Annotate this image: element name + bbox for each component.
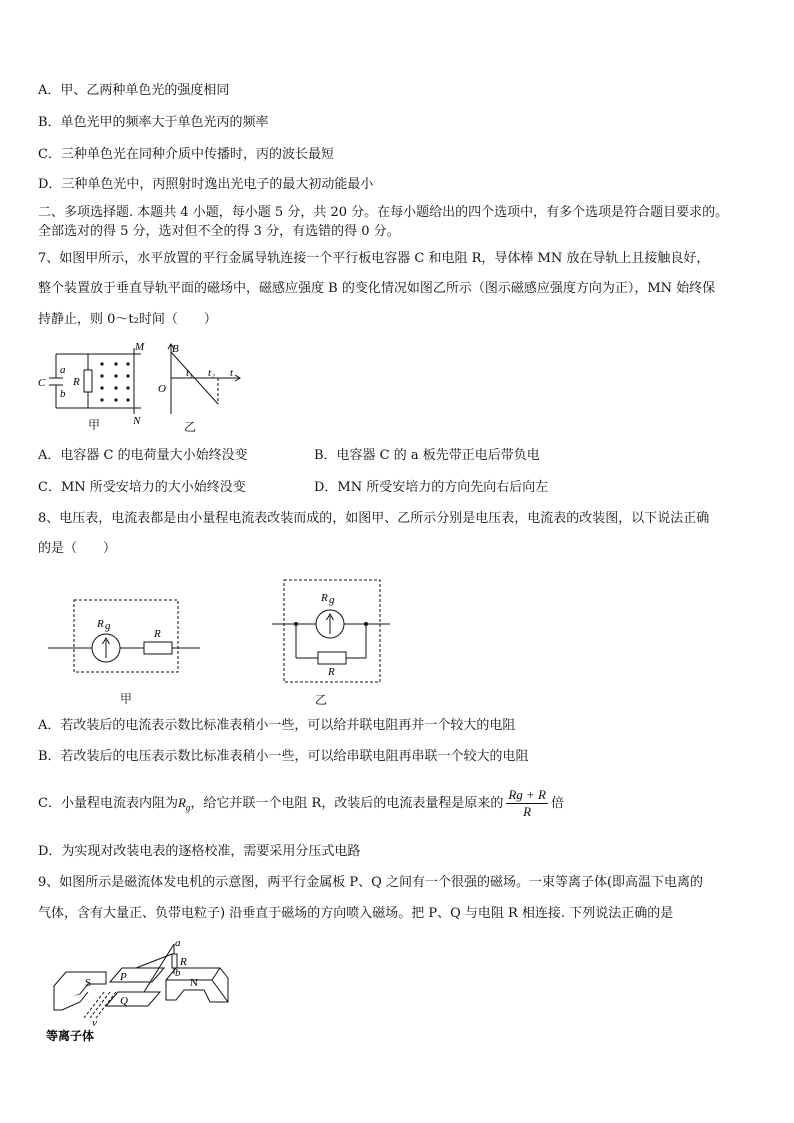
- q8-jia-label-rg-sub: g: [105, 620, 111, 632]
- q9-label-r: R: [180, 956, 187, 968]
- q8-stem-line2: 的是（ ）: [38, 541, 117, 556]
- q9-figure-mhd-generator: [44, 938, 244, 1048]
- q8-figure-yi: [270, 576, 394, 686]
- q9-label-b: b: [175, 967, 181, 979]
- q7-option-a: A．电容器 C 的电荷量大小始终没变: [38, 448, 248, 463]
- q9-label-p: P: [120, 971, 127, 983]
- q6-option-d: D．三种单色光中，丙照射时逸出光电子的最大初动能最小: [38, 177, 374, 192]
- q7-label-t1: t₁: [186, 367, 193, 379]
- q8-figure-jia: [44, 596, 204, 678]
- q9-label-plasma: 等离子体: [46, 1029, 95, 1043]
- q8-stem-line1: 8、电压表，电流表都是由小量程电流表改装而成的，如图甲、乙所示分别是电压表，电流表的改装图，以下说法正确: [38, 511, 710, 526]
- q9-stem-line2: 气体，含有大量正、负带电粒子) 沿垂直于磁场的方向喷入磁场。把 P、Q 与电阻 R 相连接. 下列说法正确的是: [38, 906, 674, 921]
- q7-label-o: O: [158, 383, 166, 395]
- q9-label-q: Q: [120, 995, 128, 1007]
- q7-stem-line1: 7、如图甲所示，水平放置的平行金属导轨连接一个平行板电容器 C 和电阻 R，导体棒 MN 放在导轨上且接触良好，: [38, 251, 710, 266]
- q9-stem-line1: 9、如图所示是磁流体发电机的示意图，两平行金属板 P、Q 之间有一个很强的磁场。一束等离子体(即高温下电离的: [38, 875, 704, 890]
- q7-label-b-axis: B: [172, 343, 179, 355]
- q8-option-c-prefix: C．小量程电流表内阻为: [38, 796, 178, 811]
- q7-label-r: R: [73, 376, 80, 388]
- q9-label-a: a: [175, 938, 181, 949]
- q7-option-b: B．电容器 C 的 a 板先带正电后带负电: [314, 448, 540, 463]
- q8-jia-label-rg: R: [97, 618, 104, 630]
- q7-figure-yi: [156, 340, 246, 420]
- q7-label-c: C: [38, 377, 46, 389]
- q8-option-d: D．为实现对改装电表的逐格校准，需要采用分压式电路: [38, 844, 361, 859]
- q8-option-c: [38, 786, 564, 825]
- q9-label-n: N: [190, 977, 198, 989]
- q8-jia-label-r: R: [154, 628, 161, 640]
- q8-yi-label-rg-sub: g: [329, 594, 335, 606]
- q7-label-a: a: [60, 364, 66, 376]
- q8-option-c-rg-sub: g: [185, 802, 191, 813]
- section2-line1: 二、多项选择题. 本题共 4 小题，每小题 5 分，共 20 分。在每小题给出的四个选项中，有多个选项是符合题目要求的。: [38, 205, 729, 220]
- q8-option-b: B．若改装后的电压表示数比标准表稍小一些，可以给串联电阻再串联一个较大的电阻: [38, 749, 529, 764]
- q7-label-m: M: [135, 341, 145, 353]
- q8-option-a: A．若改装后的电流表示数比标准表稍小一些，可以给并联电阻再并一个较大的电阻: [38, 718, 516, 733]
- q8-option-c-rg: R: [177, 795, 186, 810]
- q7-caption-yi: 乙: [184, 420, 197, 434]
- q7-stem-line3: 持静止，则 0～t₂时间（ ）: [38, 312, 217, 327]
- q8-option-c-suffix: 倍: [550, 796, 564, 811]
- q6-option-a: A．甲、乙两种单色光的强度相同: [38, 83, 230, 98]
- q8-caption-yi: 乙: [315, 693, 328, 707]
- q7-option-c: C．MN 所受安培力的大小始终没变: [38, 480, 246, 495]
- q8-fraction-denominator: R: [523, 804, 532, 819]
- q8-yi-label-r: R: [328, 666, 335, 678]
- q7-label-t: t: [230, 367, 234, 379]
- q8-caption-jia: 甲: [120, 692, 133, 706]
- q9-label-s: S: [85, 977, 92, 989]
- q7-label-b: b: [60, 388, 66, 400]
- q7-stem-line2: 整个装置放于垂直导轨平面的磁场中，磁感应强度 B 的变化情况如图乙所示（图示磁感应强度方向为正），MN 始终保: [38, 281, 716, 296]
- q8-yi-label-rg: R: [321, 592, 328, 604]
- q7-option-d: D．MN 所受安培力的方向先向右后向左: [314, 480, 549, 495]
- q8-fraction-numerator: Rg + R: [508, 787, 546, 802]
- q9-label-v: v: [92, 1017, 97, 1029]
- q7-label-n: N: [133, 415, 141, 427]
- q6-option-b: B．单色光甲的频率大于单色光丙的频率: [38, 115, 269, 130]
- q7-label-t2: t₂: [208, 367, 215, 379]
- q8-option-c-middle: ，给它并联一个电阻 R，改装后的电流表量程是原来的: [190, 796, 504, 811]
- q8-option-c-fraction: [506, 787, 548, 820]
- q6-option-c: C．三种单色光在同种介质中传播时，丙的波长最短: [38, 147, 334, 162]
- section2-line2: 全部选对的得 5 分，选对但不全的得 3 分，有选错的得 0 分。: [38, 224, 400, 239]
- q7-caption-jia: 甲: [88, 418, 101, 432]
